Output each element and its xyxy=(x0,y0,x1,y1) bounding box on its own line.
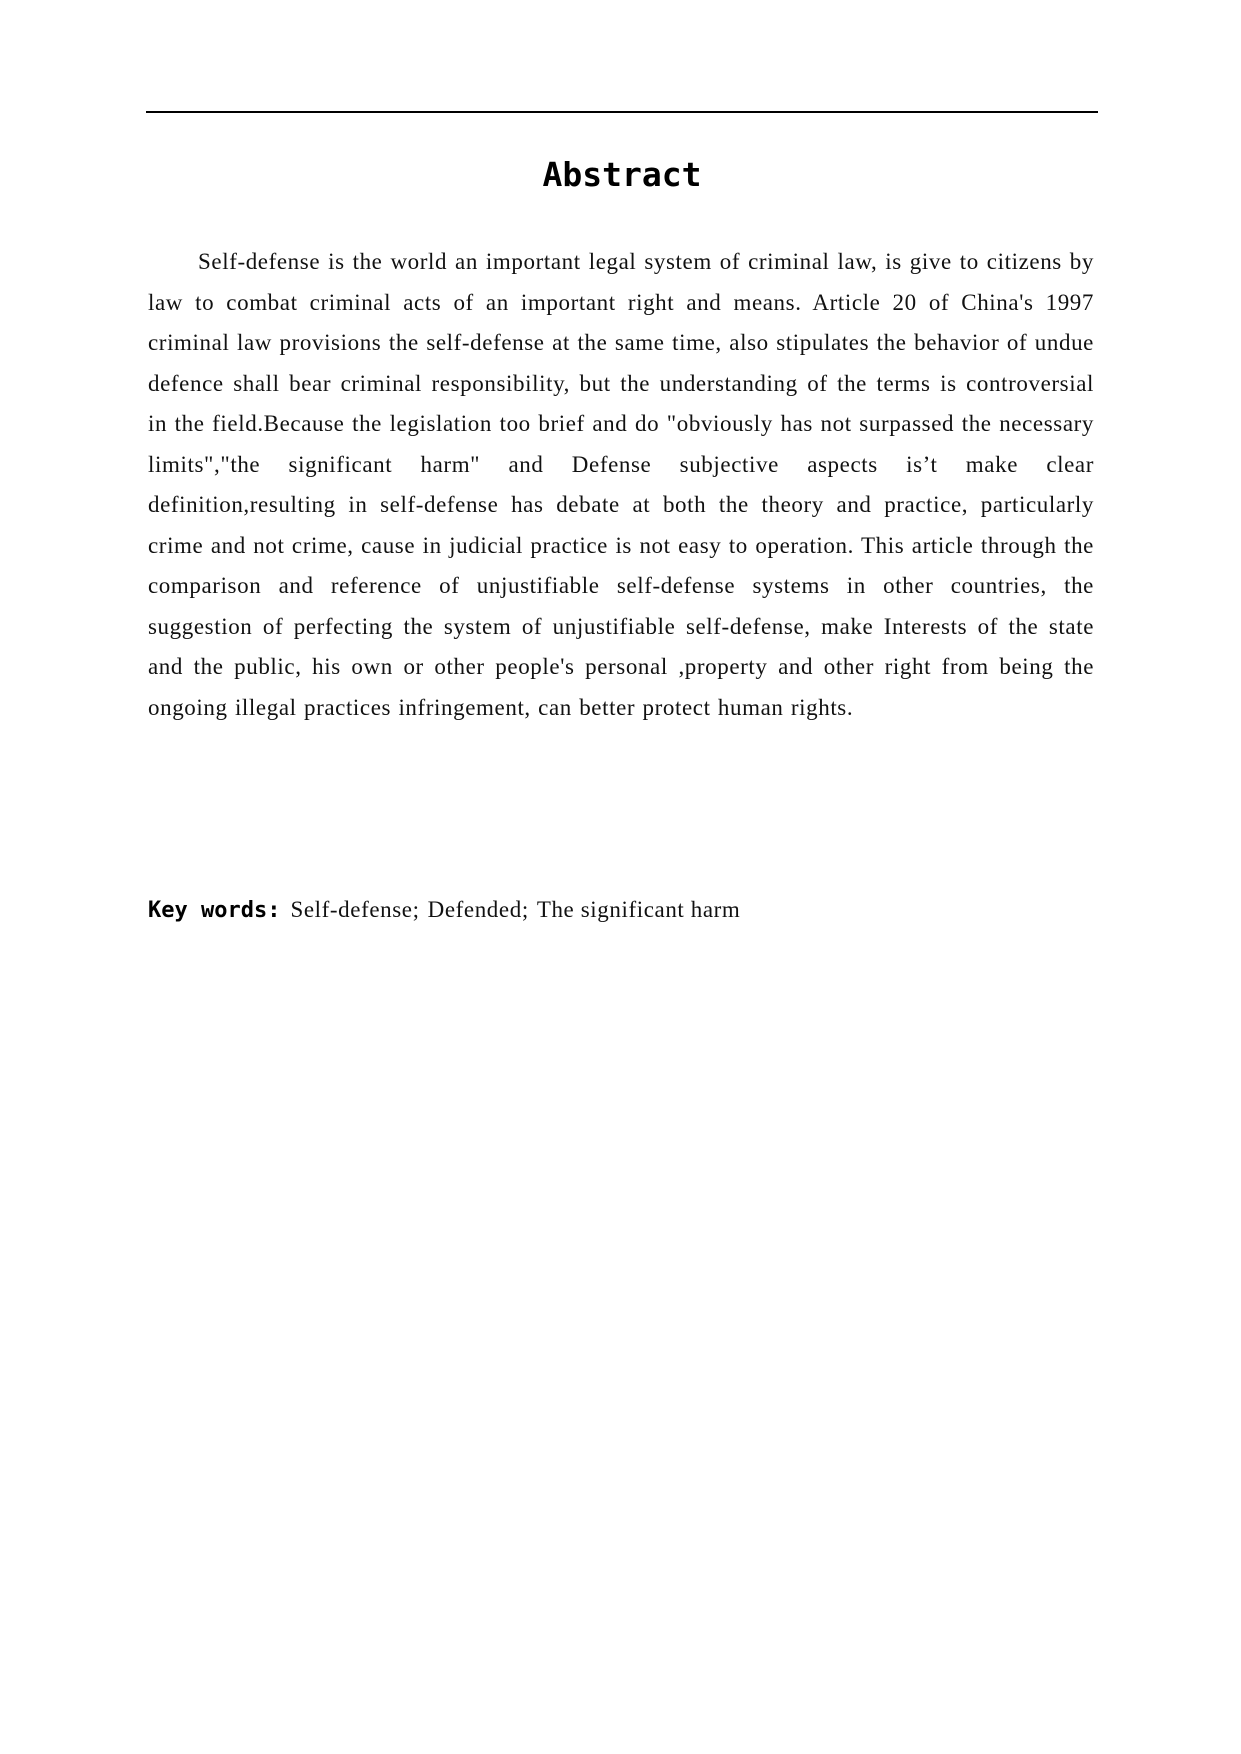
abstract-title: Abstract xyxy=(542,155,702,194)
keyword-item: Defended xyxy=(427,897,522,922)
header-rule xyxy=(146,111,1098,113)
keyword-separator: ; xyxy=(521,897,529,922)
keyword-separator: ; xyxy=(412,897,420,922)
keywords-line xyxy=(148,890,1094,931)
keyword-item: The significant harm xyxy=(536,897,741,922)
keywords-label: Key words: xyxy=(148,898,281,923)
keyword-item: Self-defense xyxy=(290,897,413,922)
abstract-body: Self-defense is the world an important legal system of criminal law, is give to citizens by law to combat criminal acts of an important right and means. Article 20 of China's 1997 criminal law provisions the self-defense at the same time, also stipulates the behavior of undue defence shall bear criminal responsibility, but the understanding of the terms is controversial in the field.Because the legislation too brief and do "obviously has not surpassed the necessary limits","the significant harm" and Defense subjective aspects is’t make clear definition,resulting in self-defense has debate at both the theory and practice, particularly crime and not crime, cause in judicial practice is not easy to operation. This article through the comparison and reference of unjustifiable self-defense systems in other countries, the suggestion of perfecting the system of unjustifiable self-defense, make Interests of the state and the public, his own or other people's personal ,property and other right from being the ongoing illegal practices infringement, can better protect human rights. xyxy=(148,249,1094,720)
